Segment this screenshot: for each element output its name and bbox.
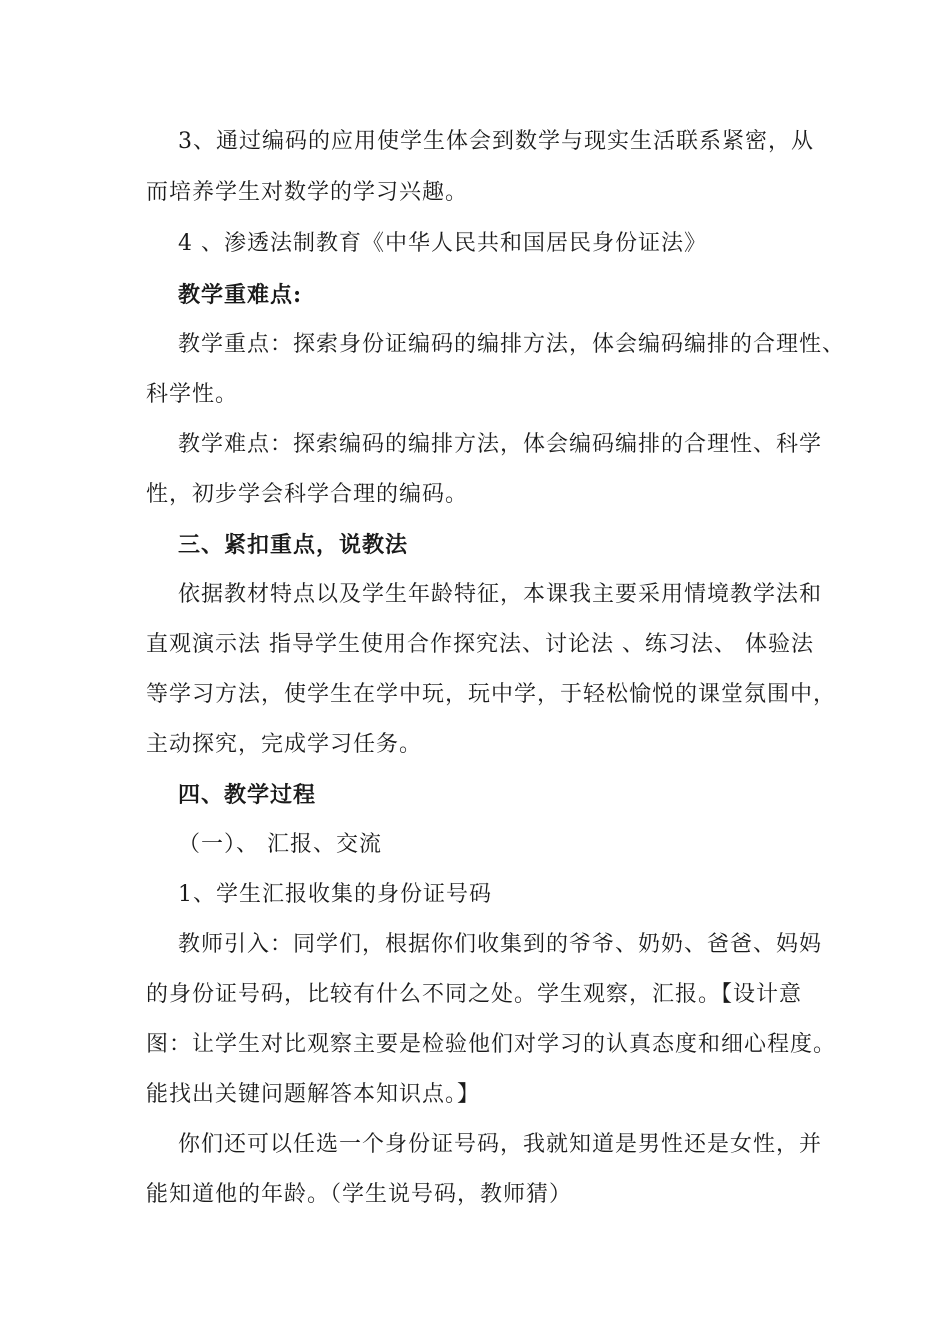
teacher-intro-line-1: 教师引入：同学们，根据你们收集到的爷爷、奶奶、爸爸、妈妈 <box>178 932 823 957</box>
guess-line-1: 你们还可以任选一个身份证号码，我就知道是男性还是女性，并 <box>178 1132 823 1157</box>
goal-3-line-2: 而培养学生对数学的学习兴趣。 <box>146 180 469 205</box>
difficulty-line-2: 性，初步学会科学合理的编码。 <box>146 482 469 507</box>
method-line-2: 直观演示法 指导学生使用合作探究法、讨论法 、练习法、 体验法 <box>146 632 814 657</box>
method-line-3: 等学习方法，使学生在学中玩，玩中学，于轻松愉悦的课堂氛围中， <box>146 682 837 707</box>
guess-line-2: 能知道他的年龄。（学生说号码，教师猜） <box>146 1182 573 1207</box>
goal-4-line: 4 、渗透法制教育《中华人民共和国居民身份证法》 <box>178 231 707 256</box>
teacher-intro-line-4: 能找出关键问题解答本知识点。】 <box>146 1082 481 1107</box>
goal-3-line-1: 3、通过编码的应用使学生体会到数学与现实生活联系紧密，从 <box>178 129 814 154</box>
section-3-heading: 三、紧扣重点，说教法 <box>178 532 409 558</box>
step-1-line: 1、学生汇报收集的身份证号码 <box>178 882 492 907</box>
section-4-heading: 四、教学过程 <box>178 782 317 808</box>
difficulty-line-1: 教学难点：探索编码的编排方法，体会编码编排的合理性、科学 <box>178 432 823 457</box>
key-point-line-1: 教学重点：探索身份证编码的编排方法，体会编码编排的合理性、 <box>178 332 846 357</box>
method-line-1: 依据教材特点以及学生年龄特征，本课我主要采用情境教学法和 <box>178 582 823 607</box>
method-line-4: 主动探究，完成学习任务。 <box>146 732 423 757</box>
teacher-intro-line-3: 图：让学生对比观察主要是检验他们对学习的认真态度和细心程度。 <box>146 1032 837 1057</box>
subsection-1-heading: （一）、 汇报、交流 <box>178 832 382 857</box>
key-difficulty-heading: 教学重难点: <box>178 282 303 308</box>
teacher-intro-line-2: 的身份证号码，比较有什么不同之处。学生观察，汇报。【设计意 <box>146 982 803 1007</box>
key-point-line-2: 科学性。 <box>146 382 239 407</box>
